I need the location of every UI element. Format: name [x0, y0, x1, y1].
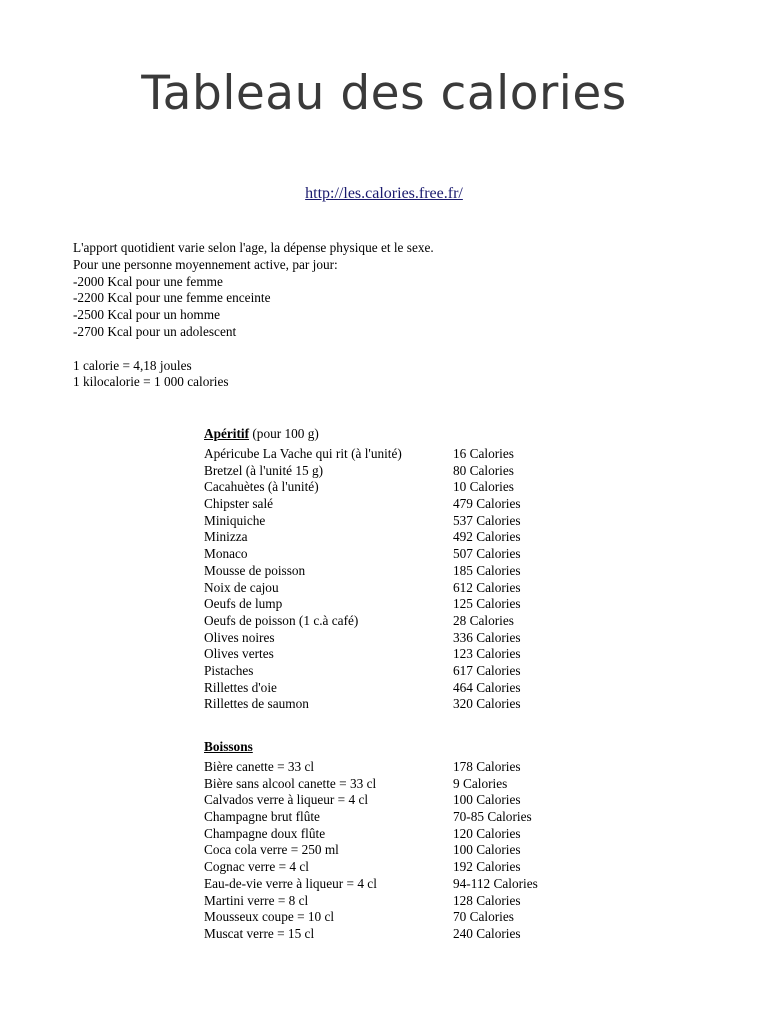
table-row [204, 893, 573, 910]
calorie-value: 100 Calories [453, 792, 521, 808]
calorie-value: 612 Calories [453, 579, 521, 595]
food-name: Bière sans alcool canette = 33 cl [204, 775, 377, 791]
calorie-value: 28 Calories [453, 612, 514, 628]
calorie-value: 464 Calories [453, 679, 521, 695]
intro-line: -2500 Kcal pour un homme [73, 307, 220, 323]
food-name: Calvados verre à liqueur = 4 cl [204, 792, 369, 808]
table-row [204, 546, 573, 563]
table-row [204, 529, 573, 546]
food-name: Oeufs de poisson (1 c.à café) [204, 612, 359, 628]
table-row [204, 630, 573, 647]
table-row [204, 759, 573, 776]
food-name: Cognac verre = 4 cl [204, 859, 309, 875]
calorie-value: 94-112 Calories [453, 875, 538, 891]
food-name: Miniquiche [204, 512, 266, 528]
calorie-value: 507 Calories [453, 546, 521, 562]
table-row [204, 513, 573, 530]
food-name: Martini verre = 8 cl [204, 892, 309, 908]
calorie-value: 100 Calories [453, 842, 521, 858]
section-title: Boissons [204, 739, 253, 754]
table-row [204, 876, 573, 893]
section-heading [204, 426, 573, 446]
table-row [204, 479, 573, 496]
table-row [204, 696, 573, 713]
calorie-value: 128 Calories [453, 892, 521, 908]
food-name: Minizza [204, 529, 248, 545]
table-row [204, 680, 573, 697]
page-title: Tableau des calories [141, 66, 627, 121]
intro-text [73, 240, 434, 391]
table-row [204, 446, 573, 463]
section-aperitif [204, 426, 573, 713]
food-name: Eau-de-vie verre à liqueur = 4 cl [204, 875, 377, 891]
calorie-value: 479 Calories [453, 496, 521, 512]
intro-line: -2700 Kcal pour un adolescent [73, 323, 237, 339]
food-name: Apéricube La Vache qui rit (à l'unité) [204, 446, 402, 461]
conversion-line: 1 calorie = 4,18 joules [73, 357, 192, 373]
calorie-value: 336 Calories [453, 629, 521, 645]
food-name: Muscat verre = 15 cl [204, 925, 315, 941]
food-name: Olives vertes [204, 646, 274, 662]
calorie-value: 178 Calories [453, 759, 521, 774]
food-name: Monaco [204, 546, 248, 562]
food-name: Rillettes d'oie [204, 679, 277, 695]
section-title: Apéritif [204, 426, 250, 441]
table-row [204, 842, 573, 859]
intro-line: Pour une personne moyennement active, par jour: [73, 256, 338, 272]
calorie-value: 185 Calories [453, 562, 521, 578]
table-row [204, 496, 573, 513]
food-name: Oeufs de lump [204, 596, 283, 612]
section-boissons [204, 739, 573, 943]
conversion-line: 1 kilocalorie = 1 000 calories [73, 374, 229, 390]
food-name: Cacahuètes (à l'unité) [204, 479, 319, 495]
section-note: (pour 100 g) [249, 426, 319, 441]
food-name: Mousseux coupe = 10 cl [204, 909, 335, 925]
calorie-value: 240 Calories [453, 925, 521, 941]
food-name: Mousse de poisson [204, 562, 306, 578]
table-row [204, 580, 573, 597]
calorie-value: 10 Calories [453, 479, 514, 495]
table-row [204, 809, 573, 826]
calorie-value: 123 Calories [453, 646, 521, 662]
calorie-value: 16 Calories [453, 446, 514, 461]
table-row [204, 826, 573, 843]
calorie-value: 492 Calories [453, 529, 521, 545]
table-row [204, 792, 573, 809]
calorie-value: 70 Calories [453, 909, 514, 925]
calorie-value: 125 Calories [453, 596, 521, 612]
calorie-value: 80 Calories [453, 462, 514, 478]
table-row [204, 776, 573, 793]
food-name: Rillettes de saumon [204, 696, 309, 712]
table-row [204, 926, 573, 943]
food-name: Bretzel (à l'unité 15 g) [204, 462, 324, 478]
intro-line: -2200 Kcal pour une femme enceinte [73, 290, 271, 306]
table-row [204, 909, 573, 926]
table-row [204, 859, 573, 876]
calorie-value: 537 Calories [453, 512, 521, 528]
calorie-value: 192 Calories [453, 859, 521, 875]
food-name: Noix de cajou [204, 579, 279, 595]
food-name: Coca cola verre = 250 ml [204, 842, 339, 858]
calorie-value: 9 Calories [453, 775, 508, 791]
intro-line: -2000 Kcal pour une femme [73, 273, 223, 289]
section-heading [204, 739, 573, 759]
calorie-value: 617 Calories [453, 662, 521, 678]
food-name: Champagne brut flûte [204, 809, 320, 825]
table-row [204, 563, 573, 580]
table-row [204, 596, 573, 613]
food-name: Bière canette = 33 cl [204, 759, 315, 774]
calorie-value: 70-85 Calories [453, 809, 532, 825]
table-row [204, 663, 573, 680]
food-name: Olives noires [204, 629, 275, 645]
table-row [204, 613, 573, 630]
food-name: Champagne doux flûte [204, 825, 326, 841]
calorie-value: 320 Calories [453, 696, 521, 712]
intro-line: L'apport quotidient varie selon l'age, la dépense physique et le sexe. [73, 240, 434, 255]
calorie-value: 120 Calories [453, 825, 521, 841]
food-name: Pistaches [204, 662, 254, 678]
food-name: Chipster salé [204, 496, 274, 512]
table-row [204, 646, 573, 663]
table-row [204, 463, 573, 480]
website-link[interactable]: http://les.calories.free.fr/ [305, 185, 463, 202]
